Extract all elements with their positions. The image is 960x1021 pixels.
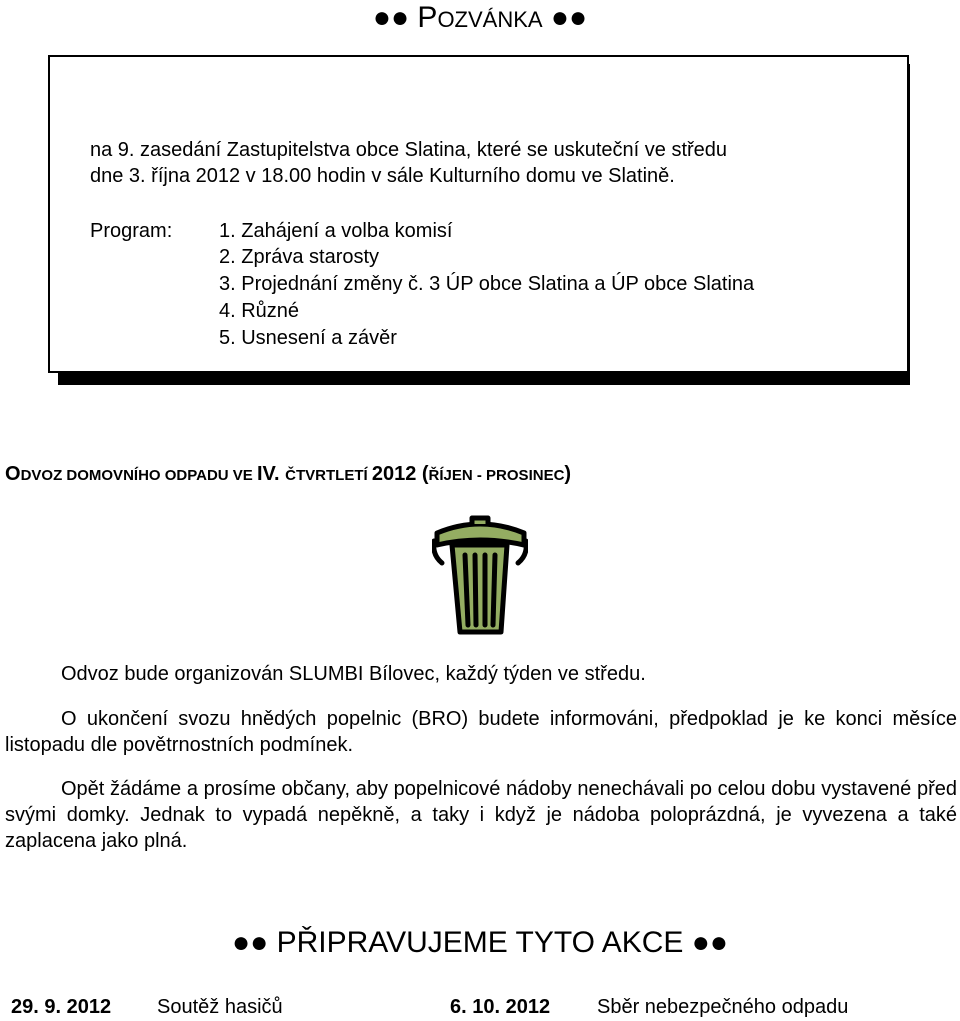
title-bullets-right: ●● (550, 1, 588, 34)
invitation-line-1: na 9. zasedání Zastupitelstva obce Slatina, které se uskuteční ve středu (90, 139, 728, 161)
events-title-bullets-left: ●● (232, 926, 269, 959)
trash-can-icon (432, 515, 528, 639)
waste-heading-close: ) (564, 463, 572, 485)
event-name: Soutěž hasičů (157, 996, 283, 1018)
program-item: 2. Zpráva starosty (219, 246, 380, 268)
invitation-box (48, 55, 909, 373)
title-rest: OZVÁNKA (437, 7, 543, 32)
waste-paragraph-1: Odvoz bude organizován SLUMBI Bílovec, každý týden ve středu. (61, 663, 646, 685)
waste-paragraph-2: O ukončení svozu hnědých popelnic (BRO) budete informováni, předpoklad je ke konci měsíce listopadu dle povětrnostních podmínek. (5, 708, 957, 756)
waste-heading-months: ŘÍJEN - PROSINEC (428, 467, 565, 484)
waste-heading (5, 461, 571, 489)
program-item: 1. Zahájení a volba komisí (219, 220, 453, 242)
event-name: Sběr nebezpečného odpadu (597, 996, 849, 1018)
waste-heading-dvoz: DVOZ DOMOVNÍHO ODPADU VE (20, 467, 257, 484)
waste-heading-iv: IV. (256, 463, 286, 485)
waste-heading-o: O (5, 463, 21, 485)
waste-paragraph-3: Opět žádáme a prosíme občany, aby popelnicové nádoby nenechávali po celou dobu vystavené před svými domky. Jednak to vypadá nepěkně, a taky i když je nádoba poloprázdná, je vyvezena a také zaplacena jako plná. (5, 778, 957, 852)
waste-heading-year: 2012 ( (371, 463, 429, 485)
title-bullets-left: ●● (372, 1, 410, 34)
events-title-bullets-right: ●● (691, 926, 728, 959)
program-item: 5. Usnesení a závěr (219, 327, 397, 349)
event-date: 6. 10. 2012 (450, 996, 551, 1018)
events-title (0, 925, 960, 961)
title-first-letter: P (417, 1, 438, 34)
program-label: Program: (90, 220, 173, 242)
waste-heading-ctvrtleti: ČTVRTLETÍ (285, 467, 372, 484)
program-item: 3. Projednání změny č. 3 ÚP obce Slatina a ÚP obce Slatina (219, 273, 755, 295)
events-title-text: PŘIPRAVUJEME TYTO AKCE (276, 926, 684, 959)
event-date: 29. 9. 2012 (11, 996, 112, 1018)
program-item: 4. Různé (219, 300, 300, 322)
invitation-line-2: dne 3. října 2012 v 18.00 hodin v sále Kulturního domu ve Slatině. (90, 165, 675, 187)
invitation-title (0, 0, 960, 38)
